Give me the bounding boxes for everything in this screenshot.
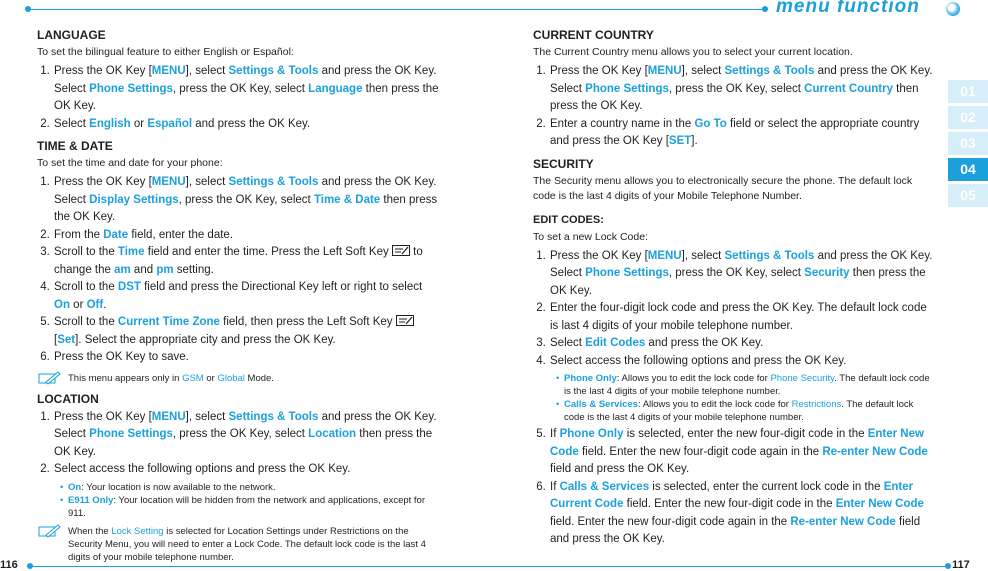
- section-title-time-date: TIME & DATE: [37, 139, 113, 153]
- location-steps: [37, 409, 439, 520]
- step: 2. Enter a country name in the Go To field or select the appropriate country and press the OK Key [SET].: [549, 116, 935, 151]
- options-list: [54, 481, 439, 520]
- chapter-tab[interactable]: 01: [948, 80, 988, 103]
- header-title: menu function: [776, 0, 920, 17]
- section-title-edit-codes: EDIT CODES:: [533, 213, 604, 226]
- section-desc: To set the bilingual feature to either English or Español:: [37, 46, 294, 58]
- step: 5. Scroll to the Current Time Zone field, then press the Left Soft Key [Set]. Select the appropriate city and press the OK Key.: [53, 314, 439, 349]
- chapter-tab[interactable]: 02: [948, 106, 988, 129]
- chapter-tab[interactable]: 03: [948, 132, 988, 155]
- options-list: [550, 372, 935, 424]
- step: 2. From the Date field, enter the date.: [53, 227, 439, 245]
- section-desc: To set the time and date for your phone:: [37, 157, 223, 169]
- list-item: • E911 Only: Your location will be hidden from the network and applications, except for 911.: [60, 494, 439, 520]
- step: 1. Press the OK Key [MENU], select Settings & Tools and press the OK Key. Select Phone Settings, press the OK Key, select Security then press the OK Key.: [549, 248, 935, 301]
- note-pencil-icon: [37, 371, 61, 385]
- section-desc: The Current Country menu allows you to select your current location.: [533, 46, 853, 58]
- page-number-right: 117: [952, 559, 970, 571]
- step: 5. If Phone Only is selected, enter the new four-digit code in the Enter New Code field. Enter the new four-digit code again in the Re-enter New Code field and press the OK Key.: [549, 426, 935, 479]
- step: 4. Select access the following options and press the OK Key. • Phone Only: Allows you to edit the lock code for Phone Security. The default lock code is the last 4 digits of your mobile telephone number. • Calls & Services: Allows you to edit the lock code for Restrictions. The default lock code is the last 4 digits of your mobile telephone number.: [549, 353, 935, 425]
- step: 6. Press the OK Key to save.: [53, 349, 439, 367]
- section-title-location: LOCATION: [37, 391, 99, 406]
- step: 3. Scroll to the Time field and enter the time. Press the Left Soft Key to change the am and pm setting.: [53, 244, 439, 279]
- right-page-column: [533, 27, 935, 554]
- step: 2. Enter the four-digit lock code and press the OK Key. The default lock code is last 4 digits of your mobile telephone number.: [549, 300, 935, 335]
- step: 2. Select English or Español and press the OK Key.: [53, 116, 439, 134]
- step: 1. Press the OK Key [MENU], select Settings & Tools and press the OK Key. Select Phone Settings, press the OK Key, select Location then press the OK Key.: [53, 409, 439, 462]
- note-pencil-icon: [37, 524, 61, 538]
- section-title-security: SECURITY: [533, 156, 594, 171]
- chapter-tabs: [948, 80, 988, 210]
- section-title-current-country: CURRENT COUNTRY: [533, 28, 654, 42]
- section-title-language: LANGUAGE: [37, 28, 106, 42]
- header-dot: [25, 6, 31, 12]
- chapter-tab[interactable]: 05: [948, 184, 988, 207]
- page-number-left: 116: [0, 559, 18, 571]
- left-page-column: [37, 27, 439, 570]
- note: When the Lock Setting is selected for Location Settings under Restrictions on the Security Menu, you will need to enter a Lock Code. The default lock code is the last 4 digits of your mobile telephone number.: [37, 525, 439, 564]
- footer-dot: [945, 563, 951, 569]
- step: 2. Select access the following options and press the OK Key. • On: Your location is now available to the network. • E911 Only: Your location will be hidden from the network and applications, except for 911.: [53, 461, 439, 520]
- time-date-steps: [37, 174, 439, 367]
- step: 3. Select Edit Codes and press the OK Key.: [549, 335, 935, 353]
- step: 4. Scroll to the DST field and press the Directional Key left or right to select On or Off.: [53, 279, 439, 314]
- list-item: • Phone Only: Allows you to edit the lock code for Phone Security. The default lock code is the last 4 digits of your mobile telephone number.: [556, 372, 935, 398]
- step: 1. Press the OK Key [MENU], select Settings & Tools and press the OK Key. Select Display Settings, press the OK Key, select Time & Date then press the OK Key.: [53, 174, 439, 227]
- chapter-tab-active[interactable]: 04: [948, 158, 988, 181]
- edit-codes-steps: [533, 248, 935, 549]
- left-soft-key-icon: [396, 315, 414, 326]
- current-country-steps: [533, 63, 935, 151]
- header-dot: [762, 6, 768, 12]
- step: 6. If Calls & Services is selected, enter the current lock code in the Enter Current Code field. Enter the new four-digit code in the Enter New Code field. Enter the new four-digit code again in the Re-enter New Code field and press the OK Key.: [549, 479, 935, 549]
- step: 1. Press the OK Key [MENU], select Settings & Tools and press the OK Key. Select Phone Settings, press the OK Key, select Language then press the OK Key.: [53, 63, 439, 116]
- section-desc: To set a new Lock Code:: [533, 230, 648, 243]
- footer-dot: [27, 563, 33, 569]
- footer-rule: [30, 566, 948, 567]
- language-steps: [37, 63, 439, 133]
- header-rule: [28, 9, 768, 10]
- list-item: • On: Your location is now available to the network.: [60, 481, 439, 494]
- header-orb-icon: [946, 2, 960, 16]
- list-item: • Calls & Services: Allows you to edit the lock code for Restrictions. The default lock code is the last 4 digits of your mobile telephone number.: [556, 398, 935, 424]
- note: This menu appears only in GSM or Global Mode.: [37, 372, 439, 385]
- left-soft-key-icon: [392, 245, 410, 256]
- section-desc: The Security menu allows you to electronically secure the phone. The default lock code is the last 4 digits of your Mobile Telephone Number.: [533, 174, 913, 202]
- step: 1. Press the OK Key [MENU], select Settings & Tools and press the OK Key. Select Phone Settings, press the OK Key, select Current Country then press the OK Key.: [549, 63, 935, 116]
